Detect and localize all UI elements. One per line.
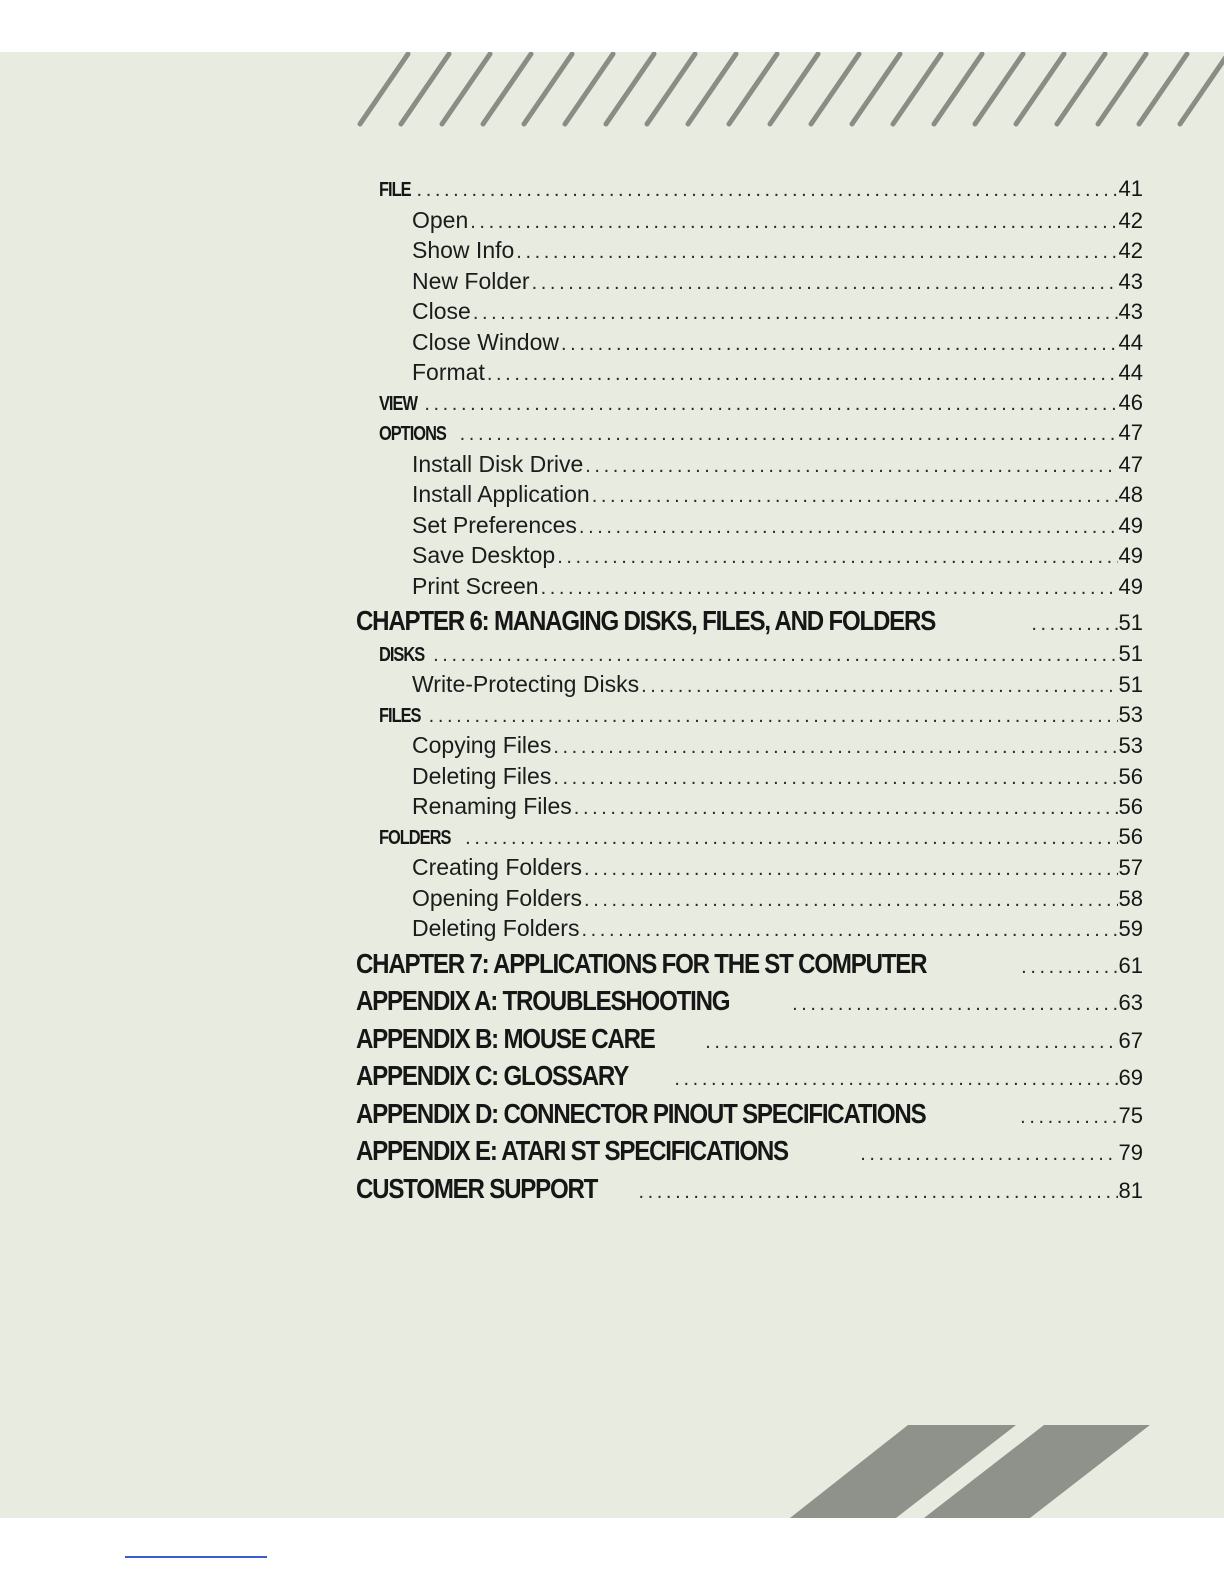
stripe-line: [688, 54, 736, 124]
toc-chapter-entry: [356, 1058, 1143, 1096]
dot-leader: [790, 993, 1117, 1016]
dot-leader: [1018, 1106, 1117, 1129]
toc-page-number: 75: [1118, 1102, 1143, 1128]
dot-leader: [415, 179, 1118, 202]
toc-page-number: 56: [1118, 794, 1143, 819]
table-of-contents: [356, 176, 1143, 1208]
dot-leader: [1019, 956, 1117, 979]
toc-page-number: 58: [1118, 885, 1143, 911]
toc-entry-title: VIEW: [378, 392, 417, 415]
toc-page-number: 48: [1118, 482, 1143, 507]
toc-page-number: 56: [1118, 823, 1143, 849]
toc-page-number: 51: [1118, 610, 1143, 635]
stripe-line: [565, 54, 613, 124]
toc-entry-title: CHAPTER 6: MANAGING DISKS, FILES, AND FOLDERS: [356, 605, 936, 636]
toc-page-number: 53: [1118, 733, 1143, 758]
toc-entry-title: Close: [412, 298, 471, 324]
dot-leader: [590, 485, 1118, 508]
toc-entry-title: FOLDERS: [378, 826, 451, 849]
toc-chapter-entry: [356, 983, 1143, 1021]
toc-section-entry: [356, 641, 1143, 672]
toc-subsection-entry: [356, 885, 1143, 916]
dot-leader: [458, 423, 1118, 446]
toc-subsection-entry: [356, 915, 1143, 946]
toc-entry-title: Set Preferences: [412, 511, 577, 538]
stripe-line: [934, 54, 982, 124]
toc-section-entry: [356, 390, 1143, 421]
dot-leader: [582, 858, 1117, 881]
toc-entry-title: Creating Folders: [412, 854, 583, 880]
toc-entry-title: OPTIONS: [378, 423, 446, 445]
toc-entry-title: APPENDIX C: GLOSSARY: [356, 1060, 629, 1091]
toc-entry-title: CUSTOMER SUPPORT: [356, 1172, 598, 1204]
diagonal-stripes-decoration: [350, 52, 1224, 128]
dot-leader: [551, 736, 1117, 759]
stripe-line: [852, 54, 900, 124]
toc-entry-title: APPENDIX E: ATARI ST SPECIFICATIONS: [356, 1135, 788, 1166]
stripe-line: [1180, 54, 1224, 124]
toc-page-number: 49: [1118, 543, 1143, 568]
stripe-line: [401, 54, 449, 124]
bottom-rule-line: [125, 1556, 267, 1558]
dot-leader: [672, 1068, 1117, 1091]
toc-chapter-entry: [356, 603, 1143, 641]
toc-entry-title: Format: [412, 359, 485, 385]
toc-section-entry: [356, 176, 1143, 207]
toc-subsection-entry: [356, 573, 1143, 604]
toc-subsection-entry: [356, 481, 1143, 512]
toc-page-number: 81: [1118, 1177, 1143, 1203]
toc-entry-title: Write-Protecting Disks: [412, 671, 640, 697]
toc-page-number: 59: [1118, 916, 1143, 941]
dot-leader: [471, 302, 1118, 325]
stripe-line: [1016, 54, 1064, 124]
toc-page-number: 79: [1118, 1140, 1143, 1165]
toc-section-entry: [356, 702, 1143, 733]
toc-page-number: 49: [1118, 573, 1143, 599]
stripe-line: [647, 54, 695, 124]
toc-section-entry: [356, 824, 1143, 855]
stripe-line: [893, 54, 941, 124]
toc-subsection-entry: [356, 237, 1143, 268]
toc-page-number: 44: [1118, 360, 1143, 385]
dot-leader: [530, 272, 1118, 295]
toc-page-number: 43: [1118, 268, 1143, 294]
dot-leader: [579, 919, 1117, 942]
stripe-line: [442, 54, 490, 124]
toc-entry-title: Close Window: [412, 328, 559, 355]
toc-entry-title: Deleting Folders: [412, 915, 580, 941]
dot-leader: [422, 393, 1117, 416]
toc-entry-title: Deleting Files: [412, 762, 552, 789]
toc-chapter-entry: [356, 1133, 1143, 1171]
dot-leader: [583, 455, 1117, 478]
toc-entry-title: Install Disk Drive: [412, 450, 584, 477]
dot-leader: [636, 1181, 1117, 1204]
stripe-line: [1098, 54, 1146, 124]
toc-subsection-entry: [356, 512, 1143, 543]
toc-entry-title: New Folder: [412, 267, 530, 294]
toc-page-number: 41: [1118, 176, 1143, 201]
toc-page-number: 42: [1118, 207, 1143, 233]
dot-leader: [858, 1143, 1117, 1166]
toc-page-number: 47: [1118, 420, 1143, 445]
stripe-line: [975, 54, 1023, 124]
toc-page-number: 46: [1118, 389, 1143, 415]
dot-leader: [468, 211, 1117, 234]
toc-chapter-entry: [356, 1096, 1143, 1134]
toc-subsection-entry: [356, 542, 1143, 573]
dot-leader: [559, 333, 1118, 356]
dot-leader: [427, 705, 1118, 728]
dot-leader: [577, 516, 1118, 539]
dot-leader: [551, 767, 1117, 790]
toc-entry-title: Install Application: [412, 481, 590, 507]
toc-entry-title: Renaming Files: [412, 793, 572, 819]
toc-page-number: 67: [1118, 1027, 1143, 1053]
dot-leader: [539, 577, 1118, 600]
stripe-line: [1057, 54, 1105, 124]
toc-subsection-entry: [356, 329, 1143, 360]
toc-subsection-entry: [356, 793, 1143, 824]
toc-page-number: 57: [1118, 855, 1143, 880]
dot-leader: [582, 889, 1117, 912]
stripe-line: [360, 54, 408, 124]
toc-page-number: 56: [1118, 763, 1143, 789]
stripe-line: [729, 54, 777, 124]
toc-page-number: 43: [1118, 299, 1143, 324]
toc-page-number: 51: [1118, 672, 1143, 697]
toc-page-number: 49: [1118, 512, 1143, 538]
toc-page-number: 69: [1118, 1065, 1143, 1090]
toc-entry-title: Copying Files: [412, 732, 552, 758]
toc-subsection-entry: [356, 451, 1143, 482]
toc-page-number: 47: [1118, 451, 1143, 477]
toc-page-number: 42: [1118, 238, 1143, 263]
toc-page-number: 51: [1118, 640, 1143, 666]
toc-page-number: 61: [1118, 952, 1143, 978]
dot-leader: [555, 546, 1117, 569]
toc-entry-title: DISKS: [378, 643, 425, 666]
toc-section-entry: [356, 420, 1143, 451]
toc-entry-title: Opening Folders: [412, 884, 583, 911]
toc-entry-title: APPENDIX B: MOUSE CARE: [356, 1022, 655, 1054]
toc-subsection-entry: [356, 268, 1143, 299]
toc-entry-title: APPENDIX D: CONNECTOR PINOUT SPECIFICATIONS: [356, 1097, 926, 1129]
toc-subsection-entry: [356, 671, 1143, 702]
stripe-line: [483, 54, 531, 124]
toc-entry-title: FILE: [378, 179, 411, 201]
stripe-line: [811, 54, 859, 124]
toc-chapter-entry: [356, 1021, 1143, 1059]
toc-chapter-entry: [356, 1171, 1143, 1209]
toc-subsection-entry: [356, 763, 1143, 794]
toc-entry-title: Save Desktop: [412, 542, 556, 568]
dot-leader: [485, 363, 1118, 386]
stripe-line: [606, 54, 654, 124]
toc-entry-title: Show Info: [412, 237, 515, 263]
dot-leader: [1029, 613, 1117, 636]
dot-leader: [463, 827, 1117, 850]
corner-bars-decoration: [790, 1425, 1150, 1518]
toc-entry-title: Open: [412, 206, 469, 233]
toc-page-number: 63: [1118, 990, 1143, 1015]
toc-subsection-entry: [356, 298, 1143, 329]
dot-leader: [703, 1031, 1117, 1054]
toc-page-number: 44: [1118, 329, 1143, 355]
toc-subsection-entry: [356, 854, 1143, 885]
toc-page-number: 53: [1118, 701, 1143, 727]
dot-leader: [514, 241, 1117, 264]
toc-subsection-entry: [356, 207, 1143, 238]
toc-subsection-entry: [356, 359, 1143, 390]
toc-entry-title: Print Screen: [412, 572, 539, 599]
dot-leader: [572, 797, 1118, 820]
toc-entry-title: CHAPTER 7: APPLICATIONS FOR THE ST COMPUTER: [356, 947, 927, 979]
toc-chapter-entry: [356, 946, 1143, 984]
dot-leader: [639, 675, 1117, 698]
stripe-line: [1139, 54, 1187, 124]
dot-leader: [431, 644, 1117, 667]
toc-entry-title: FILES: [378, 704, 421, 727]
stripe-line: [524, 54, 572, 124]
toc-subsection-entry: [356, 732, 1143, 763]
stripe-line: [770, 54, 818, 124]
toc-entry-title: APPENDIX A: TROUBLESHOOTING: [356, 985, 730, 1016]
